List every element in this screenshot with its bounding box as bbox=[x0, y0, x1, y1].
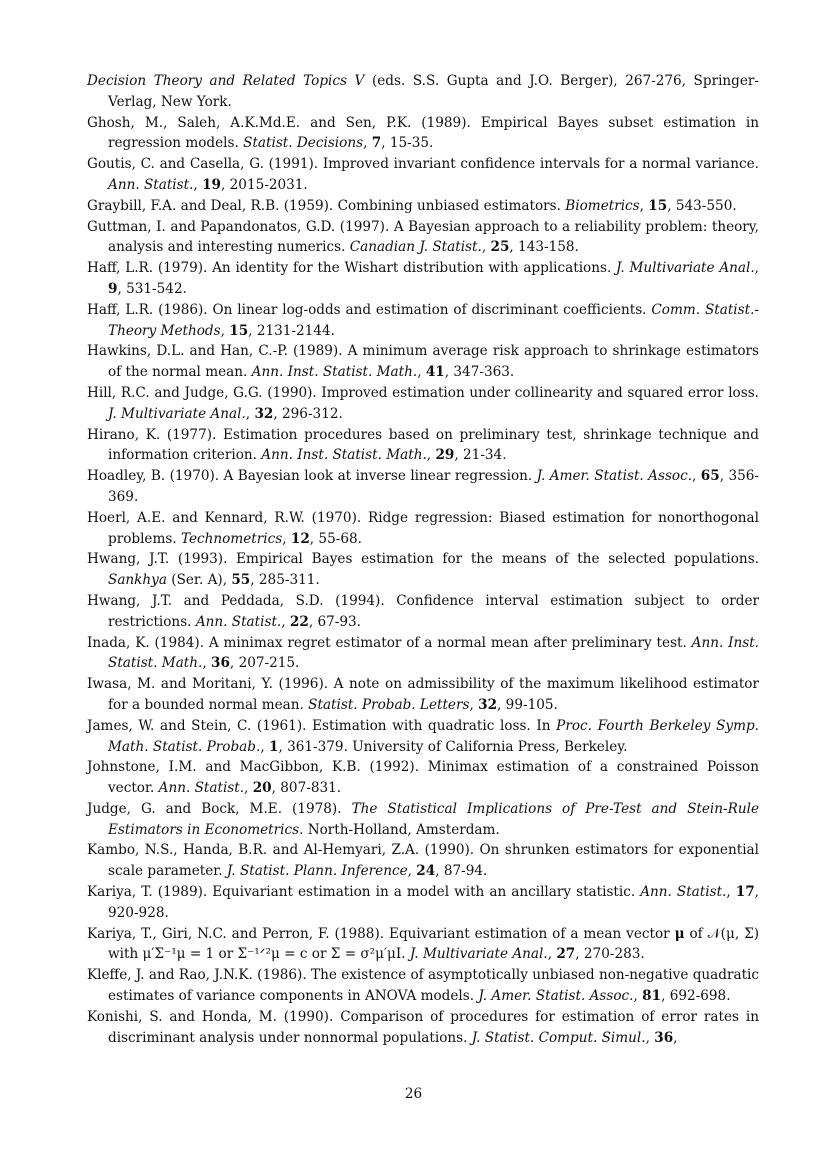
reference-volume: 7 bbox=[371, 135, 382, 152]
reference-entry bbox=[87, 383, 759, 425]
reference-entry bbox=[87, 508, 759, 550]
reference-volume: 32 bbox=[254, 405, 274, 422]
reference-text: , bbox=[754, 260, 759, 277]
reference-text: , 347-363. bbox=[444, 364, 515, 381]
reference-entry bbox=[87, 425, 759, 467]
reference-volume: 1 bbox=[268, 738, 279, 755]
reference-journal: Technometrics bbox=[181, 530, 283, 547]
reference-text: Hwang, J.T. (1993). Empirical Bayes estimation for the means of the selected populations. bbox=[87, 551, 759, 568]
reference-text: , bbox=[469, 696, 479, 713]
reference-text: , 920-928. bbox=[108, 884, 759, 921]
reference-text: , bbox=[202, 655, 211, 672]
reference-journal: J. Amer. Statist. Assoc. bbox=[536, 468, 693, 485]
reference-text: Goutis, C. and Casella, G. (1991). Improved invariant confidence intervals for a normal variance. bbox=[87, 156, 759, 173]
reference-text: Ghosh, M., Saleh, A.K.Md.E. and Sen, P.K. (1989). Empirical Bayes subset estimation in regression models. bbox=[87, 114, 759, 152]
reference-journal: J. Amer. Statist. Assoc. bbox=[478, 988, 634, 1005]
reference-entry bbox=[87, 965, 759, 1007]
reference-text: , 531-542. bbox=[117, 280, 187, 297]
reference-text: , bbox=[245, 405, 255, 422]
reference-text: , bbox=[547, 946, 557, 963]
reference-journal: Ann. Statist. bbox=[195, 613, 282, 630]
reference-text: of 𝒩(μ, Σ) with μ′Σ⁻¹μ = 1 or Σ⁻¹ᐟ²μ = c or Σ = σ²μ′μI. bbox=[108, 925, 760, 963]
reference-journal: J. Statist. Plann. Inference bbox=[226, 863, 408, 880]
reference-text: , bbox=[193, 176, 203, 193]
reference-text: , 143-158. bbox=[509, 239, 579, 256]
reference-journal: Ann. Statist. bbox=[158, 780, 245, 797]
reference-text: , bbox=[633, 988, 643, 1005]
reference-volume: 81 bbox=[642, 988, 662, 1005]
reference-volume: 15 bbox=[648, 197, 668, 214]
reference-volume: 17 bbox=[735, 884, 755, 901]
reference-volume: 29 bbox=[435, 447, 455, 464]
reference-text: Inada, K. (1984). A minimax regret estimator of a normal mean after preliminary test. bbox=[87, 634, 692, 651]
reference-journal: Statist. Decisions bbox=[243, 135, 364, 152]
reference-entry bbox=[87, 154, 759, 196]
reference-text: , 807-831. bbox=[271, 780, 342, 797]
reference-text: , 296-312. bbox=[273, 405, 343, 422]
reference-volume: 36 bbox=[211, 655, 230, 672]
reference-volume: 12 bbox=[290, 530, 310, 547]
reference-text: Hoadley, B. (1970). A Bayesian look at inverse linear regression. bbox=[87, 468, 537, 485]
reference-text: , 692-698. bbox=[661, 988, 731, 1005]
reference-entry bbox=[87, 466, 759, 508]
reference-text: , 543-550. bbox=[667, 197, 737, 214]
reference-text: , bbox=[426, 447, 436, 464]
reference-text: Iwasa, M. and Moritani, Y. (1996). A note on admissibility of the maximum likelihood estimator for a bounded normal mean. bbox=[87, 676, 759, 713]
reference-journal: Proc. Fourth Berkeley Symp. Math. Statist. Probab. bbox=[108, 717, 759, 755]
reference-entry bbox=[87, 1007, 759, 1049]
reference-entry bbox=[87, 196, 759, 217]
reference-journal: Comm. Statist.-Theory Methods bbox=[108, 301, 759, 339]
reference-volume: 9 bbox=[108, 280, 118, 297]
reference-entry bbox=[87, 591, 759, 633]
reference-volume: 55 bbox=[231, 572, 251, 589]
reference-journal: J. Multivariate Anal. bbox=[108, 405, 246, 422]
reference-text: Hirano, K. (1977). Estimation procedures based on preliminary test, shrinkage technique and information criterion. bbox=[87, 426, 759, 464]
reference-entry bbox=[87, 549, 759, 591]
reference-journal: Biometrics bbox=[565, 197, 640, 214]
page-number: 26 bbox=[404, 1086, 423, 1102]
reference-text: , 285-311. bbox=[250, 572, 320, 589]
reference-volume: μ bbox=[674, 925, 685, 942]
reference-text: , 67-93. bbox=[308, 613, 361, 630]
reference-entry bbox=[87, 924, 759, 966]
reference-text: , bbox=[639, 197, 649, 214]
reference-journal: Ann. Statist. bbox=[108, 176, 194, 193]
reference-volume: 25 bbox=[490, 239, 510, 256]
reference-text: , bbox=[282, 530, 291, 547]
reference-text: Kariya, T. (1989). Equivariant estimation in a model with an ancillary statistic. bbox=[87, 884, 641, 901]
reference-text: , bbox=[673, 1029, 678, 1046]
reference-text: Hwang, J.T. and Peddada, S.D. (1994). Confidence interval estimation subject to order restrictions. bbox=[87, 592, 759, 630]
reference-list bbox=[87, 71, 759, 1048]
reference-entry bbox=[87, 113, 759, 155]
reference-text: James, W. and Stein, C. (1961). Estimation with quadratic loss. In bbox=[87, 717, 557, 734]
reference-entry bbox=[87, 341, 759, 383]
reference-volume: 27 bbox=[556, 946, 576, 963]
reference-text: Haff, L.R. (1979). An identity for the Wishart distribution with applications. bbox=[87, 260, 617, 277]
reference-text: (eds. S.S. Gupta and J.O. Berger), 267-276, Springer-Verlag, New York. bbox=[108, 73, 760, 110]
reference-text: (Ser. A), bbox=[166, 572, 232, 589]
reference-text: Graybill, F.A. and Deal, R.B. (1959). Combining unbiased estimators. bbox=[87, 197, 566, 214]
reference-text: , 21-34. bbox=[454, 447, 507, 464]
reference-text: . North-Holland, Amsterdam. bbox=[299, 821, 500, 838]
reference-text: , bbox=[281, 613, 290, 630]
reference-volume: 20 bbox=[252, 780, 272, 797]
reference-entry bbox=[87, 633, 759, 675]
reference-journal: The Statistical Implications of Pre-Test and Stein-Rule Estimators in Econometrics bbox=[108, 800, 760, 838]
reference-entry bbox=[87, 840, 759, 882]
reference-text: , bbox=[220, 322, 230, 339]
reference-text: , bbox=[407, 863, 417, 880]
reference-entry bbox=[87, 674, 759, 716]
reference-volume: 41 bbox=[425, 364, 445, 381]
reference-journal: Ann. Inst. Statist. Math. bbox=[108, 634, 759, 672]
reference-journal: J. Multivariate Anal. bbox=[616, 260, 755, 277]
reference-text: Kleffe, J. and Rao, J.N.K. (1986). The existence of asymptotically unbiased non-negative quadratic estimates of variance components in ANOVA models. bbox=[87, 967, 759, 1005]
reference-entry bbox=[87, 757, 759, 799]
reference-journal: Canadian J. Statist. bbox=[349, 239, 482, 256]
reference-journal: Statist. Probab. Letters bbox=[308, 696, 470, 713]
reference-entry bbox=[87, 217, 759, 259]
reference-text: , 207-215. bbox=[229, 655, 300, 672]
reference-entry bbox=[87, 300, 759, 342]
reference-journal: Ann. Inst. Statist. Math. bbox=[261, 447, 427, 464]
reference-text: , bbox=[692, 468, 701, 485]
reference-text: , 87-94. bbox=[435, 863, 488, 880]
reference-entry bbox=[87, 799, 759, 841]
reference-text: , bbox=[417, 364, 426, 381]
reference-text: Haff, L.R. (1986). On linear log-odds and estimation of discriminant coefficients. bbox=[87, 301, 652, 318]
reference-text: , 55-68. bbox=[309, 530, 362, 547]
reference-volume: 15 bbox=[229, 322, 249, 339]
reference-text: Hill, R.C. and Judge, G.G. (1990). Improved estimation under collinearity and squared error loss. bbox=[87, 384, 759, 401]
reference-volume: 22 bbox=[289, 613, 309, 630]
reference-text: Johnstone, I.M. and MacGibbon, K.B. (1992). Minimax estimation of a constrained Poisson vector. bbox=[87, 759, 759, 797]
reference-volume: 32 bbox=[478, 696, 498, 713]
reference-text: Hoerl, A.E. and Kennard, R.W. (1970). Ridge regression: Biased estimation for nonorthogonal problems. bbox=[87, 509, 759, 547]
reference-text: , bbox=[645, 1029, 655, 1046]
reference-text: , 356-369. bbox=[108, 468, 760, 505]
reference-text: Kambo, N.S., Handa, B.R. and Al-Hemyari, Z.A. (1990). On shrunken estimators for exponential scale parameter. bbox=[87, 842, 759, 880]
reference-entry bbox=[87, 716, 759, 758]
reference-text: , 361-379. University of California Press, Berkeley. bbox=[278, 738, 628, 755]
reference-entry-continued bbox=[87, 71, 759, 113]
reference-text: , 270-283. bbox=[575, 946, 645, 963]
reference-text: Judge, G. and Bock, M.E. (1978). bbox=[87, 800, 352, 817]
reference-volume: 24 bbox=[416, 863, 436, 880]
reference-journal: J. Statist. Comput. Simul. bbox=[471, 1029, 646, 1046]
reference-text: , 2131-2144. bbox=[248, 322, 335, 339]
reference-journal: J. Multivariate Anal. bbox=[409, 946, 548, 963]
reference-text: , bbox=[244, 780, 253, 797]
reference-journal: Ann. Inst. Statist. Math. bbox=[251, 364, 418, 381]
reference-text: Kariya, T., Giri, N.C. and Perron, F. (1988). Equivariant estimation of a mean vector bbox=[87, 925, 675, 942]
reference-text: Hawkins, D.L. and Han, C.-P. (1989). A minimum average risk approach to shrinkage estimators of the normal mean. bbox=[87, 343, 759, 381]
reference-journal: Ann. Statist. bbox=[640, 884, 727, 901]
reference-text: , 2015-2031. bbox=[221, 176, 308, 193]
reference-text: , bbox=[481, 239, 491, 256]
reference-volume: 36 bbox=[654, 1029, 674, 1046]
reference-text: , bbox=[260, 738, 269, 755]
reference-entry bbox=[87, 882, 759, 924]
reference-journal: Sankhya bbox=[108, 572, 167, 589]
reference-text: , bbox=[363, 135, 372, 152]
reference-journal: Decision Theory and Related Topics V bbox=[87, 73, 365, 89]
reference-volume: 65 bbox=[700, 468, 720, 485]
reference-text: Konishi, S. and Honda, M. (1990). Comparison of procedures for estimation of error rates in discriminant analysis under nonnormal populations. bbox=[87, 1008, 759, 1046]
reference-text: Guttman, I. and Papandonatos, G.D. (1997). A Bayesian approach to a reliability problem: theory, analysis and interesting numerics. bbox=[87, 218, 759, 256]
reference-volume: 19 bbox=[202, 176, 221, 193]
reference-entry bbox=[87, 258, 759, 300]
reference-text: , 99-105. bbox=[497, 696, 558, 713]
reference-text: , bbox=[726, 884, 736, 901]
reference-text: , 15-35. bbox=[381, 135, 434, 152]
